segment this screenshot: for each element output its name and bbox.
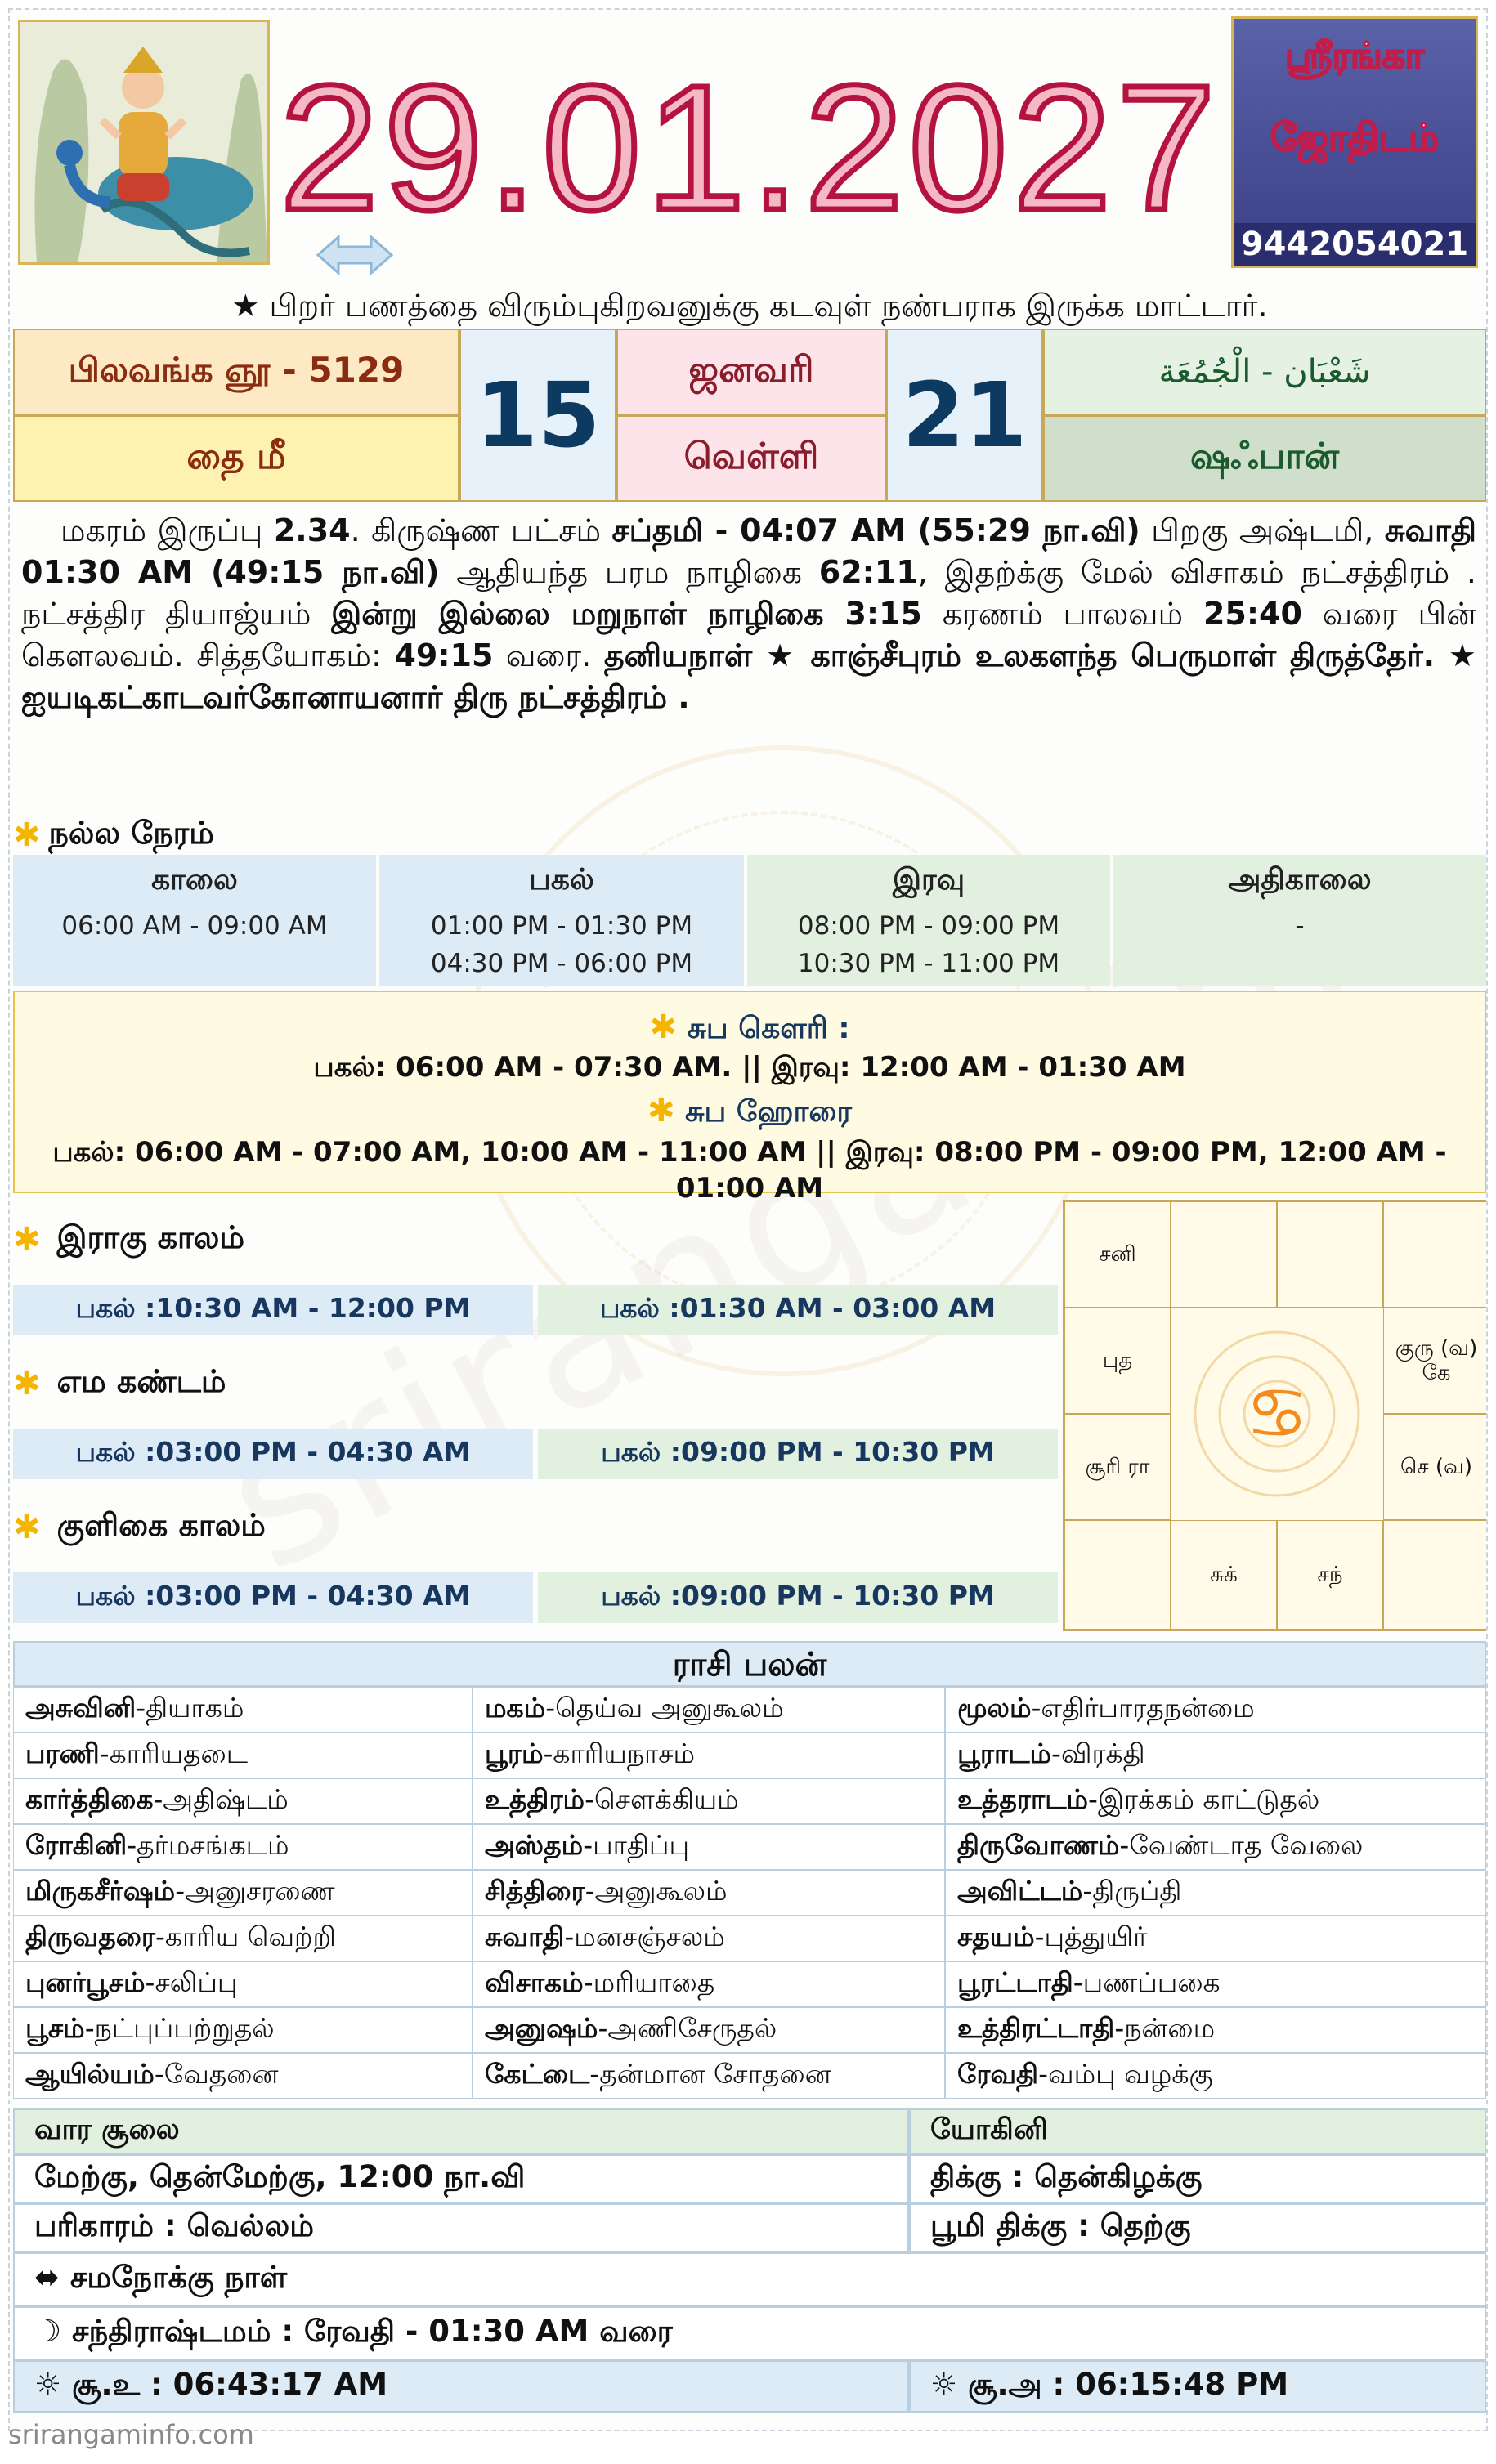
chart-center <box>1171 1308 1383 1520</box>
rahu-kalam-heading <box>13 1219 244 1260</box>
sunset-time: ☼ சூ.அ : 06:15:48 PM <box>909 2360 1486 2413</box>
rahu-kalam-title: இராகு காலம் <box>56 1219 245 1255</box>
panchang-description <box>21 510 1476 718</box>
planet-label: கே <box>1422 1361 1451 1385</box>
nalla-neram-night <box>747 855 1110 986</box>
bhumi-thikku: பூமி திக்கு : தெற்கு <box>909 2203 1486 2252</box>
col-head: காலை <box>151 863 238 897</box>
hora-times: பகல்: 06:00 AM - 07:00 AM, 10:00 AM - 11:00 AM || இரவு: 08:00 PM - 09:00 PM, 12:00 AM - 01:00 AM <box>52 1136 1447 1205</box>
para-bold: 2.34 <box>273 512 351 548</box>
star-name: உத்திரட்டாதி <box>957 2012 1115 2044</box>
star-name: அனுஷம் <box>485 2012 598 2044</box>
english-day-number: 21 <box>886 329 1043 502</box>
cancer-sign-icon: ♋ <box>1245 1373 1309 1455</box>
star-name: மகம் <box>485 1692 546 1724</box>
rasi-palan-cell <box>13 2007 473 2053</box>
star-name: மிருகசீர்ஷம் <box>25 1875 176 1907</box>
rasi-palan-cell <box>13 1733 473 1778</box>
star-icon: ✱ <box>13 1509 41 1546</box>
star-result: -புத்துயிர் <box>1034 1921 1148 1952</box>
star-name: ஆயில்யம் <box>25 2058 155 2090</box>
para-text: மகரம் இருப்பு <box>60 512 274 548</box>
nalla-neram-day <box>379 855 744 986</box>
chart-house: சனி <box>1064 1201 1171 1308</box>
para-text: வரை. <box>493 637 604 673</box>
para-text: வரை பின் கௌலவம். சித்தயோகம்: <box>21 596 1477 673</box>
chart-house: சூரி ரா <box>1064 1414 1171 1520</box>
star-result: -அணிசேருதல் <box>598 2012 777 2044</box>
nalla-neram-morning <box>13 855 376 986</box>
star-result: -தெய்வ அனுகூலம் <box>545 1692 784 1724</box>
col-value: 08:00 PM - 09:00 PM <box>797 911 1060 941</box>
chart-house <box>1064 1520 1171 1630</box>
chart-house <box>1171 1201 1277 1308</box>
gowri-box <box>13 991 1486 1205</box>
nalla-neram-heading <box>13 815 214 856</box>
parikaram: பரிகாரம் : வெல்லம் <box>13 2203 909 2252</box>
para-bold: இன்று இல்லை மறுநாள் நாழிகை 3:15 <box>331 596 922 632</box>
star-result: -வேதனை <box>154 2058 279 2090</box>
star-result: -அதிஷ்டம் <box>153 1783 289 1815</box>
chart-house <box>1383 1308 1488 1414</box>
star-result: -தியாகம் <box>136 1692 244 1724</box>
chandrashtamam: ☽ சந்திராஷ்டமம் : ரேவதி - 01:30 AM வரை <box>13 2306 1486 2360</box>
star-result: -சலிப்பு <box>145 1966 238 1998</box>
hijri-arabic: شَعْبَان - الْجُمُعَة <box>1043 329 1486 415</box>
star-name: பூரம் <box>485 1737 544 1769</box>
hijri-tamil: ஷஃபான் <box>1043 415 1486 502</box>
chart-house <box>1383 1201 1488 1308</box>
kuligai-heading <box>13 1507 266 1548</box>
col-head: பகல் <box>529 863 594 897</box>
star-name: சித்திரை <box>485 1875 585 1907</box>
tamil-month: தை மீ <box>13 415 459 502</box>
rasi-palan-cell <box>945 2007 1486 2053</box>
star-name: அசுவினி <box>25 1692 137 1724</box>
rasi-palan-cell <box>13 1961 473 2007</box>
star-result: -சௌக்கியம் <box>585 1783 739 1815</box>
rasi-palan-cell <box>473 1916 945 1961</box>
star-result: -பணப்பகை <box>1073 1966 1221 1998</box>
star-name: பூசம் <box>25 2012 85 2044</box>
star-name: ரேவதி <box>957 2058 1039 2090</box>
star-result: -அனுகூலம் <box>585 1875 728 1907</box>
vara-soolai-head: வார சூலை <box>13 2108 909 2154</box>
col-value: 10:30 PM - 11:00 PM <box>797 949 1060 978</box>
rasi-palan-cell <box>945 1870 1486 1916</box>
star-result: -தன்மான சோதனை <box>589 2058 831 2090</box>
star-name: மூலம் <box>957 1692 1032 1724</box>
chart-house: செ (வ) <box>1383 1414 1488 1520</box>
rasi-palan-cell <box>473 2007 945 2053</box>
star-result: -காரியநாசம் <box>543 1737 696 1769</box>
star-result: -வம்பு வழக்கு <box>1038 2058 1213 2090</box>
rasi-palan-cell <box>13 2053 473 2099</box>
rasi-palan-cell <box>473 1824 945 1870</box>
chart-house <box>1383 1520 1488 1630</box>
star-name: ரோகினி <box>25 1829 128 1861</box>
rasi-chart <box>1063 1200 1488 1631</box>
rahu-night-time: பகல் :01:30 AM - 03:00 AM <box>538 1285 1058 1335</box>
yama-kandam-heading <box>13 1363 226 1404</box>
star-result: -இரக்கம் காட்டுதல் <box>1088 1783 1320 1815</box>
nalla-neram-early <box>1113 855 1486 986</box>
english-month: ஜனவரி <box>616 329 886 415</box>
logo-phone: 9442054021 <box>1234 223 1476 266</box>
nalla-neram-title: நல்ல நேரம் <box>48 815 214 851</box>
kuligai-night-time: பகல் :09:00 PM - 10:30 PM <box>538 1572 1058 1623</box>
star-name: உத்தராடம் <box>957 1783 1089 1815</box>
star-icon: ✱ <box>13 816 41 854</box>
star-name: உத்திரம் <box>485 1783 585 1815</box>
star-result: -மரியாதை <box>583 1966 715 1998</box>
tamil-year: பிலவங்க ஞூ - 5129 <box>13 329 459 415</box>
yogini-head: யோகினி <box>909 2108 1486 2154</box>
star-name: சுவாதி <box>485 1921 565 1952</box>
vara-soolai-value: மேற்கு, தென்மேற்கு, 12:00 நா.வி <box>13 2154 909 2203</box>
star-name: பூராடம் <box>957 1737 1052 1769</box>
date-heading: 29.01.2027 <box>280 49 1221 248</box>
star-name: திருவோணம் <box>957 1829 1120 1861</box>
rasi-palan-cell <box>473 1687 945 1733</box>
para-bold: தனியநாள் ★ காஞ்சீபுரம் உலகளந்த பெருமாள் திருத்தேர். ★ ஐயடிகட்காடவர்கோனாயனார் திரு நட்சத்திரம் . <box>21 637 1476 715</box>
col-value: 01:00 PM - 01:30 PM <box>430 911 693 941</box>
panchang-info-grid <box>13 329 1486 502</box>
para-bold: சப்தமி - 04:07 AM (55:29 நா.வி) <box>611 512 1140 548</box>
star-icon: ✱ <box>649 1008 677 1046</box>
rasi-palan-cell <box>945 1778 1486 1824</box>
para-bold: சுவாதி 01:30 AM (49:15 நா.வி) <box>21 512 1477 590</box>
kuligai-title: குளிகை காலம் <box>56 1507 266 1543</box>
star-icon: ✱ <box>647 1092 675 1129</box>
rasi-palan-cell <box>473 1870 945 1916</box>
star-result: -காரிய வெற்றி <box>155 1921 336 1952</box>
star-result: -எதிர்பாரதநன்மை <box>1031 1692 1255 1724</box>
star-icon: ✱ <box>13 1221 41 1259</box>
star-result: -தர்மசங்கடம் <box>127 1829 289 1861</box>
para-text: , இதற்க்கு மேல் விசாகம் நட்சத்திரம் . நட்சத்திர தியாஜ்யம் <box>21 554 1476 632</box>
samanokku-nal: ⬌ சமநோக்கு நாள் <box>13 2252 1486 2306</box>
rasi-palan-title: ராசி பலன் <box>13 1641 1486 1687</box>
star-name: புனர்பூசம் <box>25 1966 146 1998</box>
col-head: இரவு <box>892 863 965 897</box>
star-result: -காரியதடை <box>99 1737 248 1769</box>
yama-night-time: பகல் :09:00 PM - 10:30 PM <box>538 1429 1058 1479</box>
hora-title: சுப ஹோரை <box>685 1095 853 1129</box>
star-name: பரணி <box>25 1737 100 1769</box>
star-result: -திருப்தி <box>1082 1875 1182 1907</box>
para-bold: 62:11 <box>818 554 918 590</box>
yama-day-time: பகல் :03:00 PM - 04:30 AM <box>13 1429 533 1479</box>
logo-line2: ஜோதிடம் <box>1270 115 1440 159</box>
jothidam-logo <box>1231 16 1478 268</box>
gowri-times: பகல்: 06:00 AM - 07:30 AM. || இரவு: 12:00 AM - 01:30 AM <box>313 1051 1186 1084</box>
star-name: அவிட்டம் <box>957 1875 1083 1907</box>
star-result: -விரக்தி <box>1051 1737 1145 1769</box>
double-arrow-icon <box>314 230 396 279</box>
rasi-palan-cell <box>945 2053 1486 2099</box>
weekday: வெள்ளி <box>616 415 886 502</box>
star-result: -மனசஞ்சலம் <box>564 1921 725 1952</box>
rasi-palan-cell <box>945 1733 1486 1778</box>
star-result: -நன்மை <box>1114 2012 1216 2044</box>
logo-line1: ஸ்ரீரங்கா <box>1285 35 1424 77</box>
star-name: பூரட்டாதி <box>957 1966 1073 1998</box>
star-name: அஸ்தம் <box>485 1829 584 1861</box>
chart-house: சுக் <box>1171 1520 1277 1630</box>
para-text: பிறகு அஷ்டமி, <box>1140 512 1385 548</box>
para-bold: 49:15 <box>394 637 494 673</box>
chart-house <box>1277 1201 1383 1308</box>
star-name: திருவதரை <box>25 1921 155 1952</box>
chart-house: சந் <box>1277 1520 1383 1630</box>
rasi-palan-cell <box>13 1824 473 1870</box>
rasi-palan-cell <box>945 1687 1486 1733</box>
col-value: - <box>1295 911 1305 941</box>
kuligai-day-time: பகல் :03:00 PM - 04:30 AM <box>13 1572 533 1623</box>
rasi-palan-cell <box>473 1733 945 1778</box>
chart-house: புத <box>1064 1308 1171 1414</box>
gowri-title-row <box>15 1008 1485 1049</box>
tamil-day-number: 15 <box>459 329 616 502</box>
rasi-palan-cell <box>473 1778 945 1824</box>
star-result: -பாதிப்பு <box>583 1829 690 1861</box>
yogini-value: திக்கு : தென்கிழக்கு <box>909 2154 1486 2203</box>
star-icon: ✱ <box>13 1365 41 1402</box>
rasi-palan-cell <box>945 1916 1486 1961</box>
rasi-palan-cell <box>473 1961 945 2007</box>
rasi-palan-cell <box>13 1916 473 1961</box>
rasi-palan-cell <box>945 1824 1486 1870</box>
star-result: -வேண்டாத வேலை <box>1119 1829 1364 1861</box>
rasi-palan-cell <box>13 1687 473 1733</box>
star-name: கேட்டை <box>485 2058 590 2090</box>
para-text: ஆதியந்த பரம நாழிகை <box>439 554 819 590</box>
calendar-page <box>8 8 1488 2431</box>
gowri-title: சுப கௌரி : <box>687 1012 850 1045</box>
star-result: -நட்புப்பற்றுதல் <box>84 2012 275 2044</box>
hora-title-row <box>15 1092 1485 1133</box>
rasi-palan-cell <box>13 1870 473 1916</box>
yama-kandam-title: எம கண்டம் <box>56 1363 226 1399</box>
star-name: கார்த்திகை <box>25 1783 154 1815</box>
rasi-palan-cell <box>945 1961 1486 2007</box>
rasi-palan-cell <box>473 2053 945 2099</box>
deity-image <box>18 20 270 265</box>
para-text: கரணம் பாலவம் <box>922 596 1203 632</box>
rasi-palan-cell <box>13 1778 473 1824</box>
col-head: அதிகாலை <box>1228 863 1372 897</box>
star-name: விசாகம் <box>485 1966 584 1998</box>
star-result: -அனுசரணை <box>175 1875 335 1907</box>
planet-label: குரு (வ) <box>1395 1336 1478 1361</box>
col-value: 06:00 AM - 09:00 AM <box>61 911 328 941</box>
para-bold: 25:40 <box>1203 596 1302 632</box>
quote: ★ பிறர் பணத்தை விரும்புகிறவனுக்கு கடவுள் நண்பராக இருக்க மாட்டார். <box>231 288 1268 324</box>
col-value: 04:30 PM - 06:00 PM <box>430 949 693 978</box>
para-text: . கிருஷ்ண பட்சம் <box>350 512 612 548</box>
star-name: சதயம் <box>957 1921 1035 1952</box>
site-footer: srirangaminfo.com <box>8 2419 254 2450</box>
rahu-day-time: பகல் :10:30 AM - 12:00 PM <box>13 1285 533 1335</box>
sunrise-time: ☼ சூ.உ : 06:43:17 AM <box>13 2360 909 2413</box>
